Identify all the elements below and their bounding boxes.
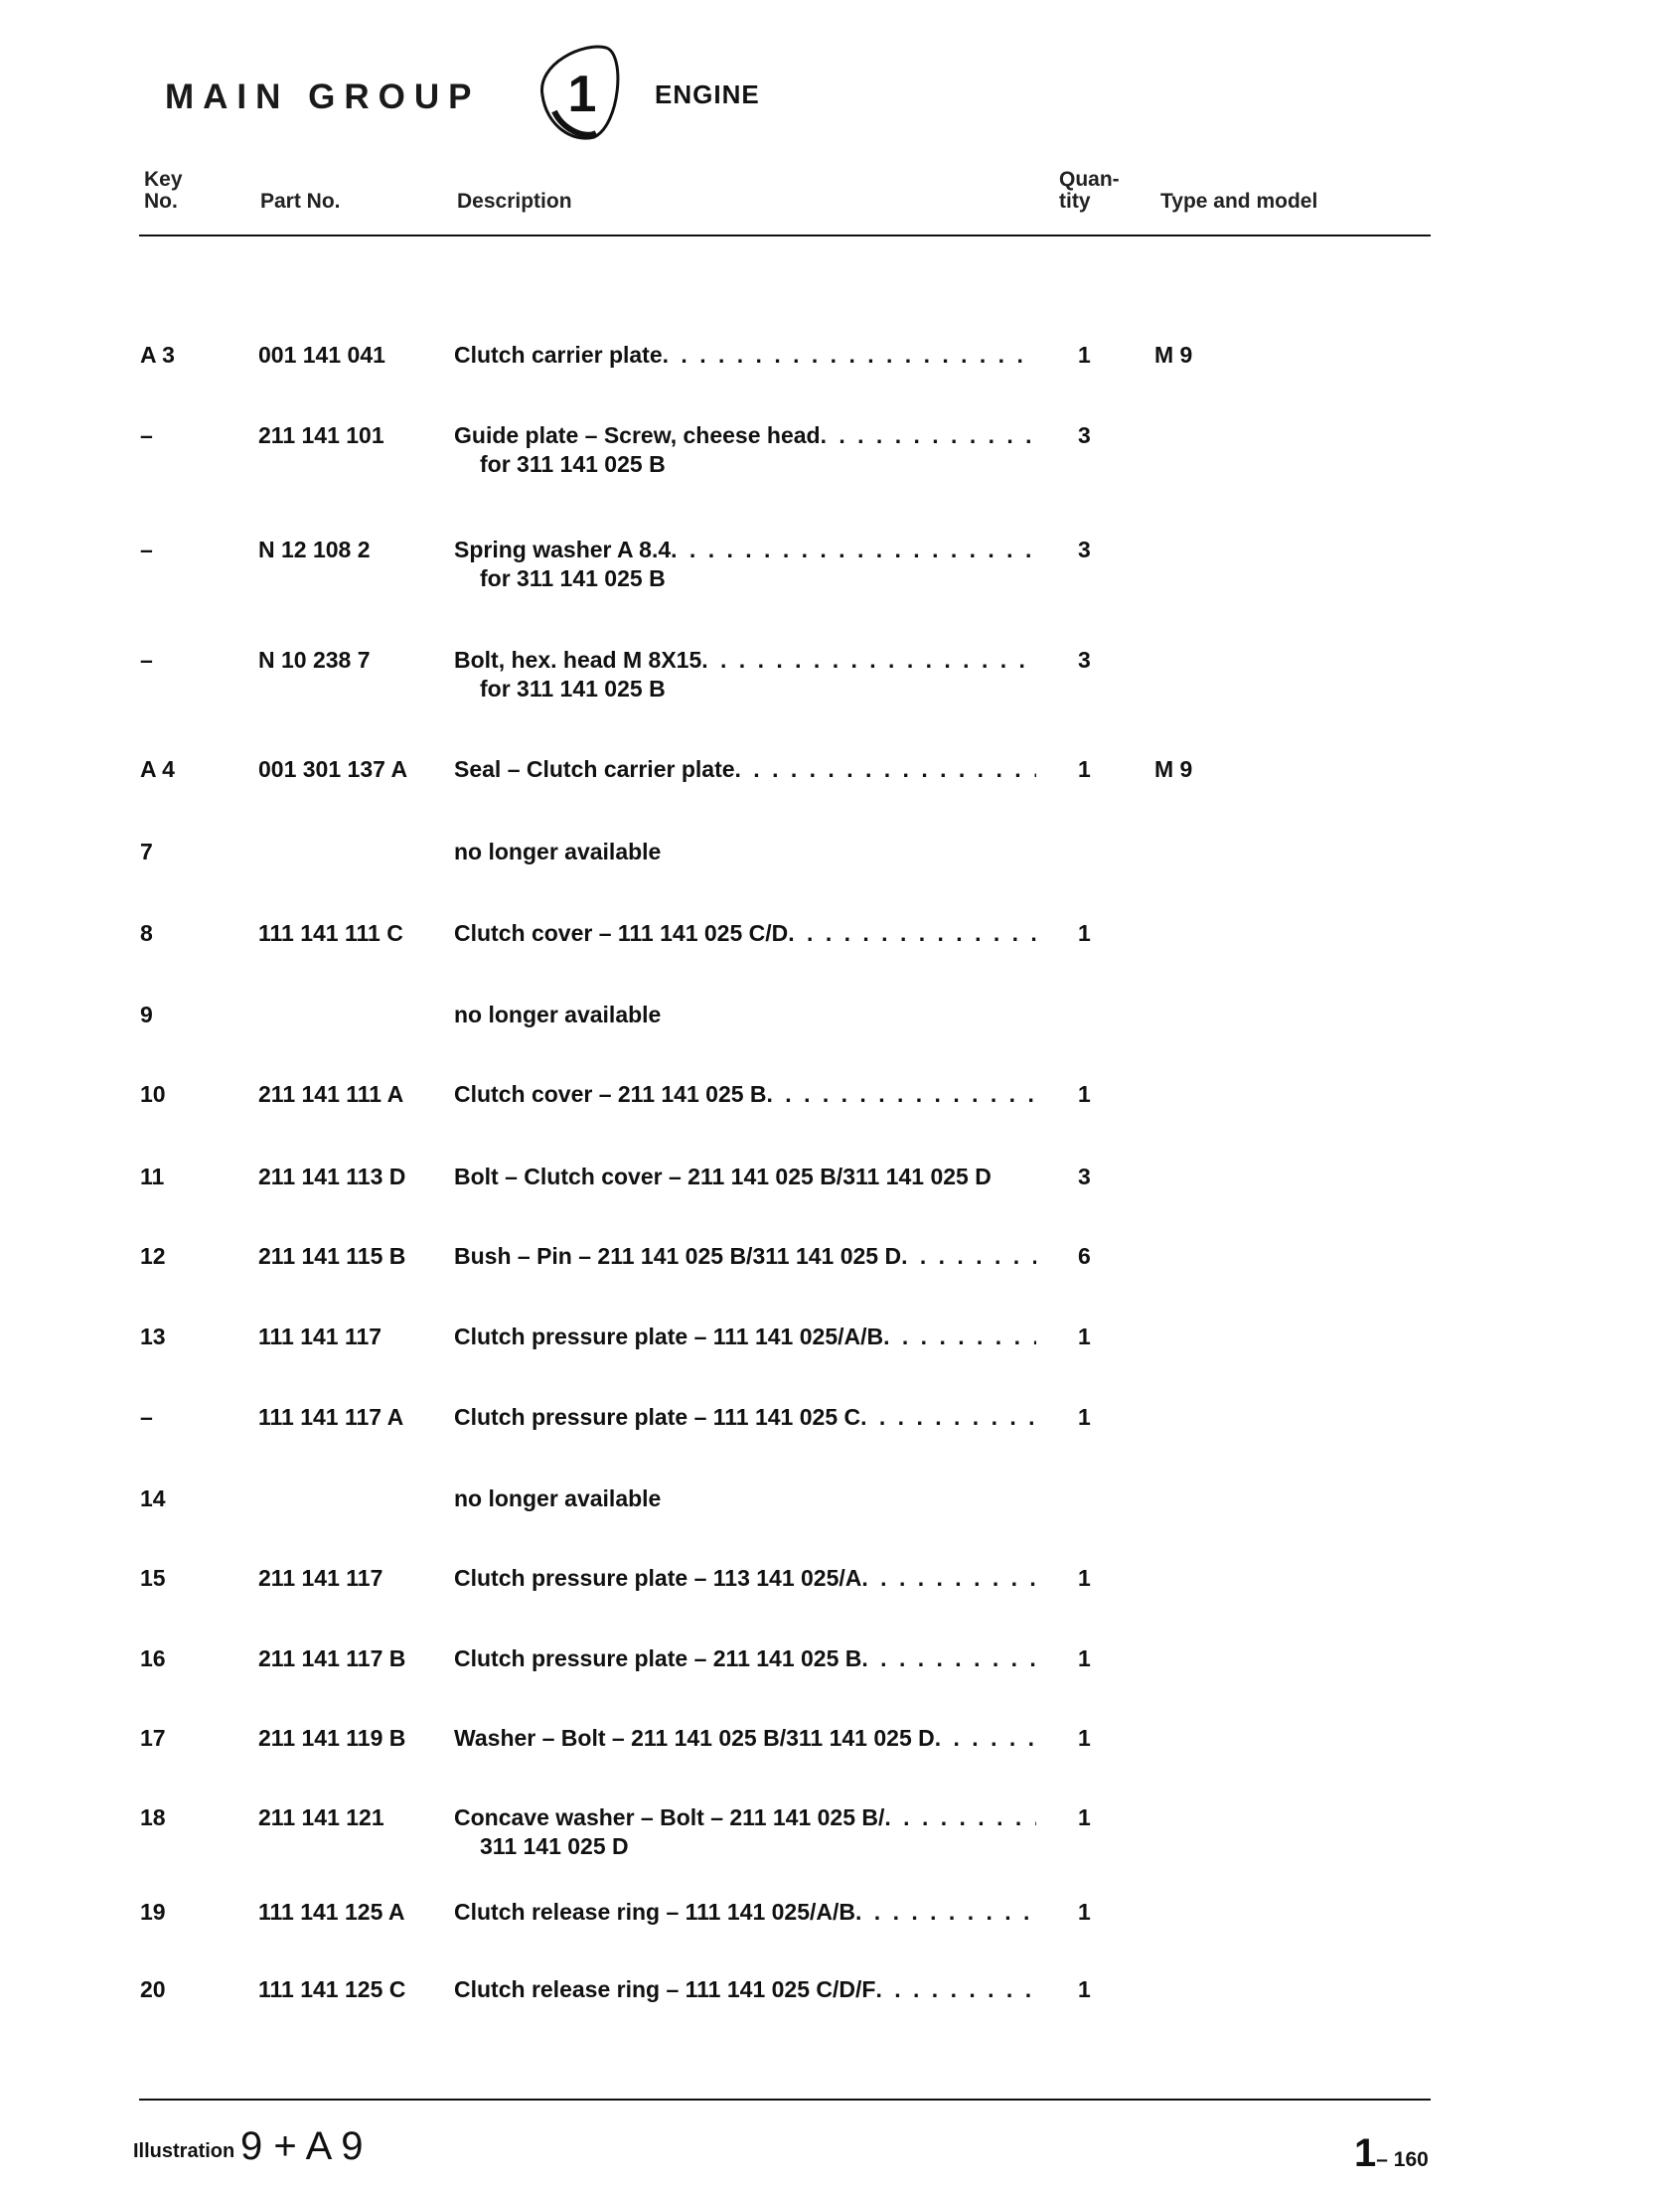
part-no: 111 141 125 A [258,1899,405,1925]
description: Clutch pressure plate – 111 141 025 C . . . [454,1403,1036,1432]
key-no: 17 [140,1725,166,1751]
col-key-no: Key No. [144,168,183,213]
quantity: 6 [1078,1243,1091,1269]
description: Bolt, hex. head M 8X15 . . . for 311 141 025 B [454,646,1036,675]
key-no: – [140,647,153,673]
footer-rule [139,2099,1431,2101]
key-no: – [140,1404,153,1430]
key-no: – [140,422,153,448]
quantity: 1 [1078,1565,1091,1591]
quantity: 1 [1078,1081,1091,1107]
key-no: 13 [140,1324,166,1349]
key-no: 9 [140,1002,153,1027]
quantity: 1 [1078,920,1091,946]
part-no: 211 141 101 [258,422,384,448]
description: Clutch cover – 211 141 025 B . . . [454,1080,1036,1109]
part-no: 111 141 111 C [258,920,403,946]
description-sub: for 311 141 025 B [480,565,666,591]
description: no longer available [454,1002,662,1027]
quantity: 1 [1078,1645,1091,1671]
group-number-badge [515,34,644,151]
part-no: 001 301 137 A [258,756,408,782]
description: Clutch release ring – 111 141 025/A/B . . . [454,1898,1036,1927]
key-no: 8 [140,920,153,946]
col-part-no: Part No. [260,190,341,213]
description: Clutch release ring – 111 141 025 C/D/F . . . [454,1975,1036,2004]
description: no longer available [454,839,662,864]
key-no: A 3 [140,342,175,368]
part-no: N 10 238 7 [258,647,371,673]
part-no: 211 141 117 B [258,1645,406,1671]
description: Seal – Clutch carrier plate . . . [454,755,1036,784]
type-model: M 9 [1154,756,1193,782]
part-no: 211 141 121 [258,1804,384,1830]
illustration-label: Illustration [133,2140,235,2162]
key-no: 11 [140,1164,165,1189]
part-no: N 12 108 2 [258,537,371,562]
description: Clutch pressure plate – 211 141 025 B . . . [454,1644,1036,1673]
quantity: 1 [1078,1899,1091,1925]
description-sub: for 311 141 025 B [480,676,666,702]
quantity: 3 [1078,537,1091,562]
key-no: 19 [140,1899,166,1925]
part-no: 111 141 125 C [258,1976,406,2002]
description: Clutch pressure plate – 111 141 025/A/B . . . [454,1323,1036,1351]
part-no: 211 141 113 D [258,1164,406,1189]
key-no: 12 [140,1243,166,1269]
key-no: – [140,537,153,562]
quantity: 1 [1078,342,1091,368]
quantity: 1 [1078,1404,1091,1430]
part-no: 211 141 111 A [258,1081,404,1107]
description: Bush – Pin – 211 141 025 B/311 141 025 D . . . [454,1242,1036,1271]
quantity: 1 [1078,756,1091,782]
part-no: 211 141 117 [258,1565,383,1591]
page-number: 1– 160 [1354,2131,1429,2175]
description: Guide plate – Screw, cheese head . . . for 311 141 025 B [454,421,1036,450]
description: Clutch carrier plate . . . [454,341,1036,370]
description-sub: for 311 141 025 B [480,451,666,477]
key-no: 7 [140,839,153,864]
key-no: 10 [140,1081,166,1107]
type-model: M 9 [1154,342,1193,368]
page-header [165,64,1059,173]
quantity: 1 [1078,1976,1091,2002]
description: Bolt – Clutch cover – 211 141 025 B/311 141 025 D [454,1164,992,1189]
group-number: 1 [567,66,597,123]
description: Clutch pressure plate – 113 141 025/A . . . [454,1564,1036,1593]
description-sub: 311 141 025 D [480,1833,629,1859]
key-no: 14 [140,1485,166,1511]
main-group-label: MAIN GROUP [165,78,481,116]
part-no: 001 141 041 [258,342,385,368]
key-no: 16 [140,1645,166,1671]
quantity: 1 [1078,1324,1091,1349]
quantity: 3 [1078,647,1091,673]
illustration-ref: 9 + A 9 [240,2124,364,2168]
section-title: ENGINE [655,79,760,109]
col-description: Description [457,190,572,213]
description: Concave washer – Bolt – 211 141 025 B/ . . . 311 141 025 D [454,1803,1036,1832]
part-no: 211 141 115 B [258,1243,406,1269]
description: Spring washer A 8.4 . . . for 311 141 025 B [454,536,1036,564]
header-rule [139,234,1431,236]
description: Clutch cover – 111 141 025 C/D . . . [454,919,1036,948]
description: no longer available [454,1485,662,1511]
key-no: A 4 [140,756,175,782]
quantity: 1 [1078,1725,1091,1751]
key-no: 20 [140,1976,166,2002]
description: Washer – Bolt – 211 141 025 B/311 141 025 D . . . [454,1724,1036,1753]
part-no: 211 141 119 B [258,1725,406,1751]
col-type-model: Type and model [1160,190,1318,213]
key-no: 18 [140,1804,166,1830]
part-no: 111 141 117 [258,1324,382,1349]
quantity: 1 [1078,1804,1091,1830]
quantity: 3 [1078,422,1091,448]
key-no: 15 [140,1565,166,1591]
col-quantity: Quan- tity [1059,168,1120,213]
quantity: 3 [1078,1164,1091,1189]
part-no: 111 141 117 A [258,1404,404,1430]
